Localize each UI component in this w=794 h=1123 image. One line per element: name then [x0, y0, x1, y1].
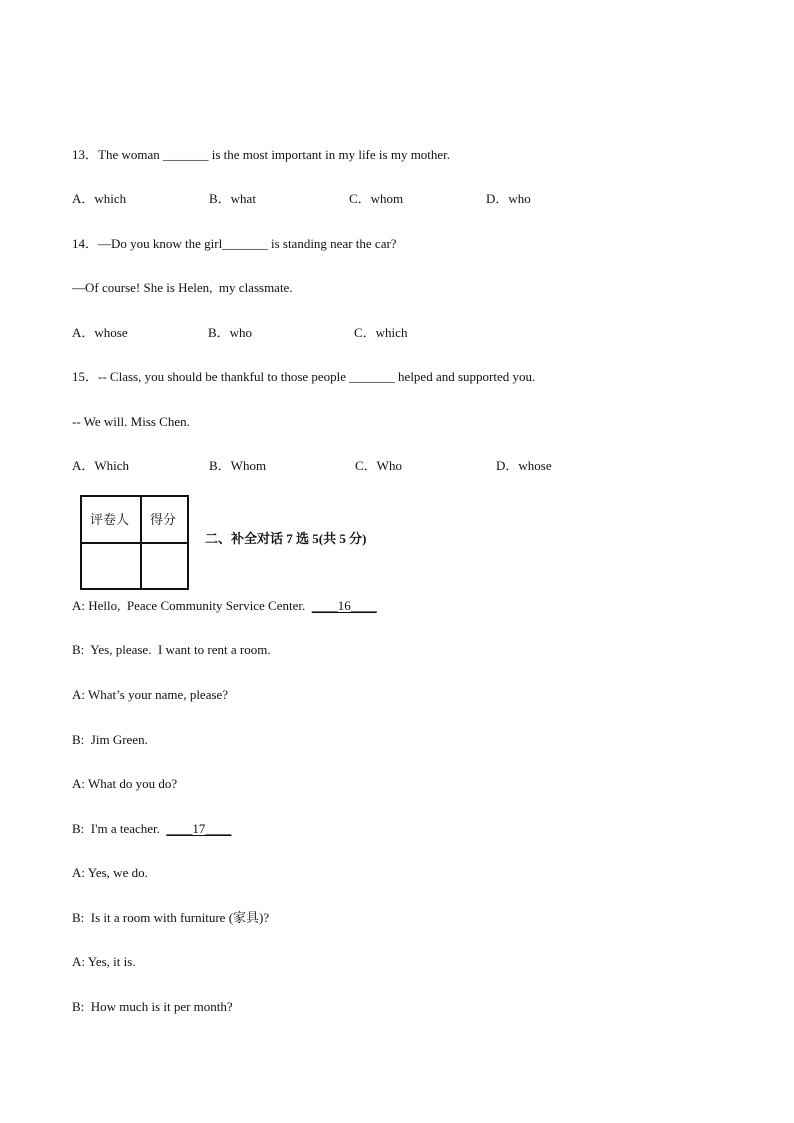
- dialogue-line-10: B: How much is it per month?: [72, 999, 233, 1014]
- q15-option-d: D．whose: [496, 458, 552, 473]
- q13-option-d: D．who: [486, 191, 531, 206]
- dialogue-line-7: A: Yes, we do.: [72, 865, 148, 880]
- grader-header: 评卷人: [90, 512, 130, 527]
- question-15-stem: 15．-- Class, you should be thankful to those people _______ helped and supported you.: [72, 369, 536, 384]
- blank-17: ____17____: [166, 821, 232, 836]
- q14-option-a: A．whose: [72, 325, 128, 340]
- dialogue-line-6-text: B: I'm a teacher.: [72, 821, 167, 836]
- q14-option-c: C．which: [354, 325, 408, 340]
- q13-option-c: C．whom: [349, 191, 404, 206]
- score-header: 得分: [150, 512, 177, 527]
- dialogue-line-4: B: Jim Green.: [72, 732, 148, 747]
- question-14-stem: 14．—Do you know the girl_______ is standing near the car?: [72, 236, 397, 251]
- dialogue-line-6: [72, 821, 231, 837]
- q13-option-b: B．what: [209, 191, 256, 206]
- q13-option-a: A．which: [72, 191, 127, 206]
- q14-option-b: B．who: [208, 325, 253, 340]
- dialogue-line-1: [72, 598, 377, 614]
- q15-option-b: B．Whom: [209, 458, 267, 473]
- question-13-stem: 13．The woman _______ is the most important in my life is my mother.: [72, 147, 451, 162]
- section-2-title: 二、补全对话 7 选 5(共 5 分): [205, 531, 367, 546]
- blank-16: ____16____: [311, 598, 377, 613]
- score-table: [80, 495, 189, 590]
- question-15-reply: -- We will. Miss Chen.: [72, 414, 190, 429]
- q15-option-c: C．Who: [355, 458, 402, 473]
- dialogue-line-5: A: What do you do?: [72, 776, 178, 791]
- dialogue-line-8: B: Is it a room with furniture (家具)?: [72, 910, 270, 925]
- q15-option-a: A．Which: [72, 458, 130, 473]
- dialogue-line-3: A: What’s your name, please?: [72, 687, 229, 702]
- dialogue-line-2: B: Yes, please. I want to rent a room.: [72, 642, 271, 657]
- dialogue-line-1-text: A: Hello, Peace Community Service Center.: [72, 598, 312, 613]
- question-14-reply: —Of course! She is Helen, my classmate.: [72, 280, 293, 295]
- table-divider-horizontal: [82, 542, 187, 544]
- dialogue-line-9: A: Yes, it is.: [72, 954, 136, 969]
